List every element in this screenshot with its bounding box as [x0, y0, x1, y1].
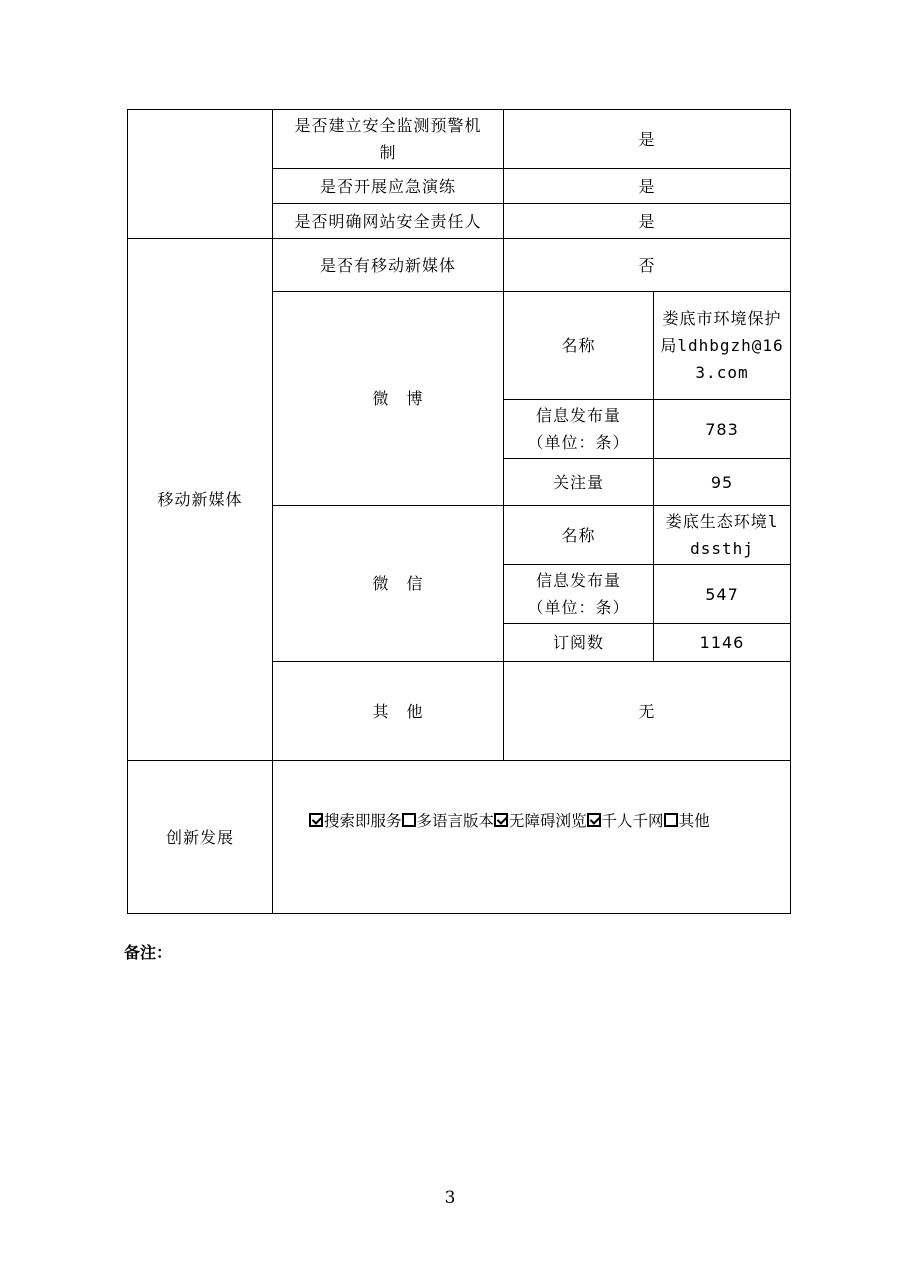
wechat-label: 微 信 — [273, 506, 504, 662]
security-section-cell — [128, 110, 273, 239]
checkbox-checked-icon[interactable] — [587, 813, 601, 827]
weibo-name-label: 名称 — [504, 292, 654, 400]
has-mobile-label: 是否有移动新媒体 — [273, 239, 504, 292]
weibo-followers-label: 关注量 — [504, 459, 654, 506]
option-label: 无障碍浏览 — [509, 812, 587, 830]
checkbox-unchecked-icon[interactable] — [402, 813, 416, 827]
security-row-value: 是 — [504, 110, 791, 169]
checkbox-checked-icon[interactable] — [494, 813, 508, 827]
security-row-label: 是否明确网站安全责任人 — [273, 204, 504, 239]
checkbox-checked-icon[interactable] — [309, 813, 323, 827]
weibo-followers-value: 95 — [654, 459, 791, 506]
security-row-label: 是否开展应急演练 — [273, 169, 504, 204]
weibo-posts-value: 783 — [654, 400, 791, 459]
option-label: 多语言版本 — [416, 812, 495, 830]
wechat-subscribers-label: 订阅数 — [504, 624, 654, 662]
other-value: 无 — [504, 662, 791, 761]
page-number: 3 — [444, 1188, 456, 1208]
innovation-options — [273, 761, 791, 914]
report-table — [127, 109, 791, 914]
weibo-name-value: 娄底市环境保护局ldhbgzh@163.com — [654, 292, 791, 400]
weibo-posts-label: 信息发布量（单位：条） — [504, 400, 654, 459]
has-mobile-value: 否 — [504, 239, 791, 292]
option-label: 其他 — [678, 812, 710, 830]
wechat-name-value: 娄底生态环境ldssthj — [654, 506, 791, 565]
weibo-label: 微 博 — [273, 292, 504, 506]
option-label: 千人千网 — [601, 812, 664, 830]
wechat-subscribers-value: 1146 — [654, 624, 791, 662]
security-row-value: 是 — [504, 204, 791, 239]
security-row-value: 是 — [504, 169, 791, 204]
wechat-posts-label: 信息发布量（单位：条） — [504, 565, 654, 624]
note-label: 备注： — [124, 943, 173, 962]
mobile-section-label: 移动新媒体 — [128, 239, 273, 761]
wechat-name-label: 名称 — [504, 506, 654, 565]
option-label: 搜索即服务 — [324, 812, 402, 830]
checkbox-unchecked-icon[interactable] — [664, 813, 678, 827]
other-label: 其 他 — [273, 662, 504, 761]
security-row-label: 是否建立安全监测预警机制 — [273, 110, 504, 169]
innovation-label: 创新发展 — [128, 761, 273, 914]
wechat-posts-value: 547 — [654, 565, 791, 624]
